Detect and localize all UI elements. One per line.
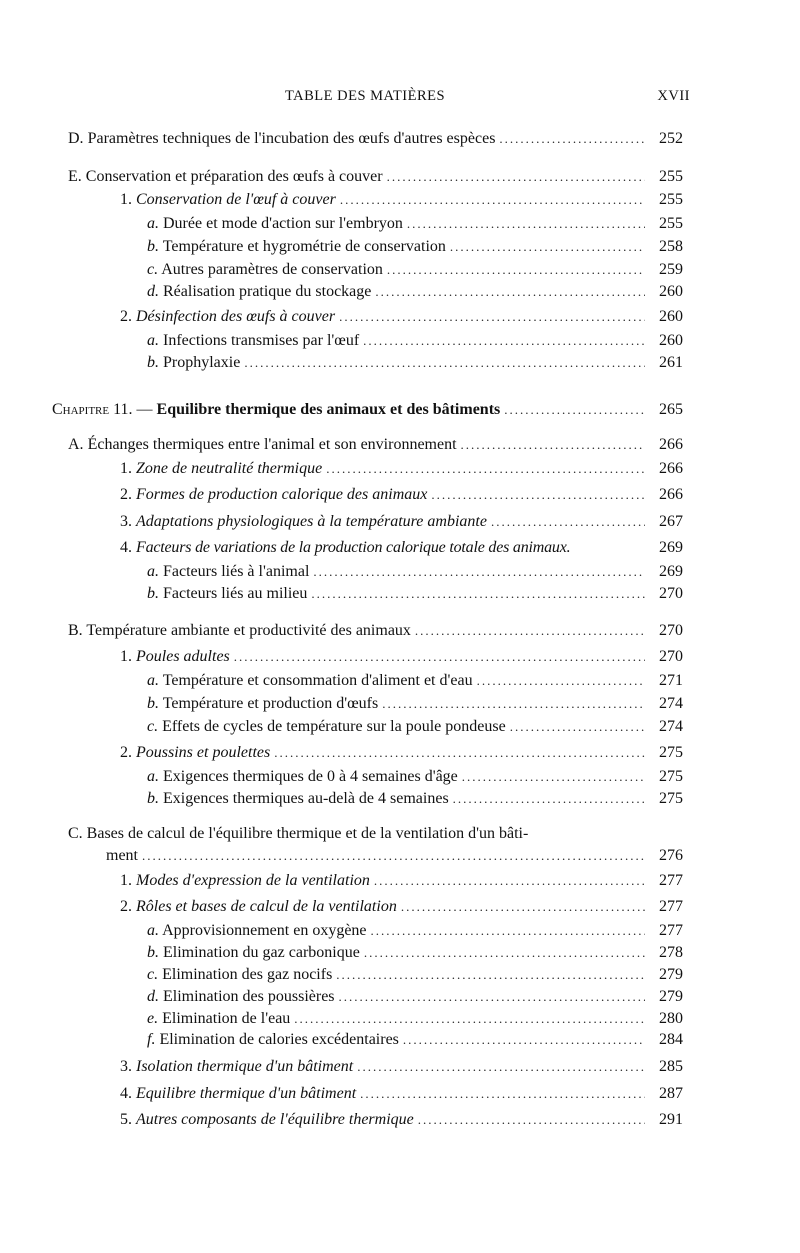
dot-leader bbox=[403, 1029, 645, 1051]
entry-page: 266 bbox=[659, 460, 683, 477]
entry-title: Température et hygrométrie de conservation bbox=[162, 238, 446, 255]
entry-number: a. bbox=[147, 332, 159, 349]
entry-title: Equilibre thermique d'un bâtiment bbox=[136, 1085, 357, 1102]
entry-number: E. bbox=[68, 168, 82, 185]
entry-number: D. bbox=[68, 130, 84, 147]
entry-title: Facteurs de variations de la production calorique totale des animaux. bbox=[136, 539, 571, 556]
toc-entry bbox=[147, 986, 683, 1008]
entry-number: 2. bbox=[120, 744, 132, 761]
entry-title: Elimination des poussières bbox=[163, 988, 335, 1005]
toc-entry bbox=[147, 964, 683, 986]
entry-page: 291 bbox=[659, 1111, 683, 1128]
dot-leader bbox=[374, 870, 645, 892]
dot-leader bbox=[462, 766, 645, 788]
entry-title: Conservation de l'œuf à couver bbox=[136, 191, 336, 208]
dot-leader bbox=[499, 128, 645, 150]
entry-page: 266 bbox=[659, 486, 683, 503]
dot-leader bbox=[461, 434, 645, 456]
toc-entry bbox=[120, 306, 683, 328]
entry-number: 4. bbox=[120, 1085, 132, 1102]
toc-entry bbox=[147, 236, 683, 258]
toc-entry bbox=[120, 189, 683, 211]
toc-entry bbox=[120, 511, 683, 533]
entry-title: Elimination des gaz nocifs bbox=[162, 966, 333, 983]
entry-number: C. bbox=[68, 825, 83, 842]
entry-page: 255 bbox=[659, 191, 683, 208]
dot-leader bbox=[401, 896, 645, 918]
toc-entry bbox=[68, 166, 683, 188]
dot-leader bbox=[336, 964, 645, 986]
dot-leader bbox=[418, 1109, 645, 1131]
entry-page: 255 bbox=[659, 168, 683, 185]
entry-page: 260 bbox=[659, 283, 683, 300]
entry-title: Zone de neutralité thermique bbox=[136, 460, 323, 477]
entry-title: Autres paramètres de conservation bbox=[161, 261, 383, 278]
entry-number: B. bbox=[68, 622, 83, 639]
running-header bbox=[0, 88, 800, 108]
entry-page: 279 bbox=[659, 988, 683, 1005]
dot-leader bbox=[313, 561, 645, 583]
entry-number: b. bbox=[147, 695, 159, 712]
entry-page: 274 bbox=[659, 718, 683, 735]
entry-page: 269 bbox=[659, 563, 683, 580]
entry-page: 278 bbox=[659, 944, 683, 961]
entry-number: 1. bbox=[120, 872, 132, 889]
toc-entry bbox=[147, 352, 683, 374]
entry-title: Réalisation pratique du stockage bbox=[163, 283, 372, 300]
dot-leader bbox=[491, 511, 645, 533]
dot-leader bbox=[364, 942, 645, 964]
entry-number: A. bbox=[68, 436, 84, 453]
entry-number: 2. bbox=[120, 308, 132, 325]
entry-title: Prophylaxie bbox=[163, 354, 241, 371]
toc-entry bbox=[120, 896, 683, 918]
toc-entry bbox=[68, 128, 683, 150]
toc-entry bbox=[120, 870, 683, 892]
dot-leader bbox=[375, 281, 645, 303]
dot-leader bbox=[387, 166, 645, 188]
entry-number: c. bbox=[147, 718, 159, 735]
toc-entry bbox=[147, 716, 683, 738]
entry-page: 259 bbox=[659, 261, 683, 278]
entry-page: 260 bbox=[659, 308, 683, 325]
dot-leader bbox=[357, 1056, 645, 1078]
dot-leader bbox=[244, 352, 645, 374]
entry-page: 255 bbox=[659, 215, 683, 232]
entry-page: 267 bbox=[659, 513, 683, 530]
entry-page: 284 bbox=[659, 1031, 683, 1048]
entry-title: Échanges thermiques entre l'animal et son environnement bbox=[87, 436, 457, 453]
entry-title: Elimination de calories excédentaires bbox=[159, 1031, 399, 1048]
entry-number: e. bbox=[147, 1010, 159, 1027]
entry-number: 5. bbox=[120, 1111, 132, 1128]
entry-title: Facteurs liés au milieu bbox=[163, 585, 308, 602]
entry-number: 1. bbox=[120, 191, 132, 208]
toc-entry bbox=[147, 670, 683, 692]
header-title: TABLE DES MATIÈRES bbox=[284, 88, 446, 104]
toc-entry-first-line bbox=[68, 823, 528, 845]
toc-entry bbox=[147, 330, 683, 352]
entry-page: 275 bbox=[659, 768, 683, 785]
dot-leader bbox=[431, 484, 645, 506]
entry-number: a. bbox=[147, 215, 159, 232]
entry-number: b. bbox=[147, 354, 159, 371]
entry-number: b. bbox=[147, 585, 159, 602]
toc-entry bbox=[120, 646, 683, 668]
dot-leader bbox=[339, 306, 645, 328]
entry-title: Formes de production calorique des animaux bbox=[136, 486, 428, 503]
entry-title: Température ambiante et productivité des animaux bbox=[86, 622, 411, 639]
entry-page: 271 bbox=[659, 672, 683, 689]
toc-entry bbox=[120, 1083, 683, 1105]
dot-leader bbox=[415, 620, 645, 642]
dot-leader bbox=[510, 716, 645, 738]
entry-page: 287 bbox=[659, 1085, 683, 1102]
entry-title: Température et consommation d'aliment et d'eau bbox=[162, 672, 473, 689]
toc-entry bbox=[120, 484, 683, 506]
entry-title: Température et production d'œufs bbox=[162, 695, 379, 712]
toc-entry bbox=[147, 1029, 683, 1051]
entry-title: Modes d'expression de la ventilation bbox=[136, 872, 370, 889]
entry-title: Elimination du gaz carbonique bbox=[163, 944, 360, 961]
entry-title: Rôles et bases de calcul de la ventilation bbox=[136, 898, 397, 915]
entry-title: Autres composants de l'équilibre thermique bbox=[136, 1111, 414, 1128]
entry-page: 277 bbox=[659, 898, 683, 915]
entry-page: 285 bbox=[659, 1058, 683, 1075]
dot-leader bbox=[340, 189, 645, 211]
entry-title: Exigences thermiques au-delà de 4 semaines bbox=[163, 790, 449, 807]
entry-page: 261 bbox=[659, 354, 683, 371]
toc-entry bbox=[106, 845, 683, 867]
entry-page: 266 bbox=[659, 436, 683, 453]
entry-number: 1. bbox=[120, 460, 132, 477]
dot-leader bbox=[234, 646, 645, 668]
toc-entry bbox=[147, 583, 683, 605]
toc-entry bbox=[147, 920, 683, 942]
dot-leader bbox=[294, 1008, 645, 1030]
entry-number: 3. bbox=[120, 1058, 132, 1075]
entry-page: 277 bbox=[659, 922, 683, 939]
toc-entry bbox=[120, 742, 683, 764]
toc-entry bbox=[120, 1109, 683, 1131]
entry-title: Conservation et préparation des œufs à couver bbox=[85, 168, 383, 185]
dot-leader bbox=[360, 1083, 645, 1105]
entry-page: 276 bbox=[659, 847, 683, 864]
entry-number: a. bbox=[147, 672, 159, 689]
entry-title: Bases de calcul de l'équilibre thermique et de la ventilation d'un bâti- bbox=[86, 825, 529, 842]
entry-page: 275 bbox=[659, 744, 683, 761]
dot-leader bbox=[407, 213, 645, 235]
entry-number: f. bbox=[147, 1031, 156, 1048]
toc-entry bbox=[147, 693, 683, 715]
entry-page: 270 bbox=[659, 648, 683, 665]
dot-leader bbox=[326, 458, 645, 480]
chapter-number: Chapitre 11. — bbox=[52, 401, 153, 418]
entry-title: Effets de cycles de température sur la poule pondeuse bbox=[162, 718, 506, 735]
toc-entry bbox=[147, 561, 683, 583]
entry-page: 269 bbox=[659, 539, 683, 556]
toc-entry bbox=[120, 458, 683, 480]
entry-page: 275 bbox=[659, 790, 683, 807]
entry-page: 279 bbox=[659, 966, 683, 983]
entry-number: a. bbox=[147, 563, 159, 580]
toc-entry bbox=[120, 537, 683, 559]
toc-entry bbox=[120, 1056, 683, 1078]
entry-number: c. bbox=[147, 261, 159, 278]
dot-leader bbox=[339, 986, 645, 1008]
entry-page: 260 bbox=[659, 332, 683, 349]
entry-page: 277 bbox=[659, 872, 683, 889]
entry-title: Durée et mode d'action sur l'embryon bbox=[163, 215, 403, 232]
entry-number: 1. bbox=[120, 648, 132, 665]
dot-leader bbox=[363, 330, 645, 352]
entry-number: b. bbox=[147, 238, 159, 255]
entry-number: b. bbox=[147, 944, 159, 961]
dot-leader bbox=[311, 583, 645, 605]
entry-title: Approvisionnement en oxygène bbox=[162, 922, 367, 939]
entry-page: 270 bbox=[659, 585, 683, 602]
entry-number: 2. bbox=[120, 486, 132, 503]
entry-number: d. bbox=[147, 988, 159, 1005]
entry-title: Isolation thermique d'un bâtiment bbox=[136, 1058, 354, 1075]
toc-entry bbox=[147, 942, 683, 964]
toc-entry bbox=[147, 259, 683, 281]
chapter-title: Equilibre thermique des animaux et des bâtiments bbox=[156, 401, 501, 418]
chapter-entry bbox=[52, 399, 683, 421]
entry-title: Paramètres techniques de l'incubation des œufs d'autres espèces bbox=[87, 130, 496, 147]
entry-page: 258 bbox=[659, 238, 683, 255]
entry-page: 265 bbox=[659, 401, 683, 418]
toc-entry bbox=[68, 620, 683, 642]
entry-page: 270 bbox=[659, 622, 683, 639]
entry-number: 2. bbox=[120, 898, 132, 915]
entry-number: 4. bbox=[120, 539, 132, 556]
entry-number: a. bbox=[147, 768, 159, 785]
entry-title-continued: ment bbox=[106, 847, 138, 864]
entry-title: Facteurs liés à l'animal bbox=[163, 563, 310, 580]
dot-leader bbox=[450, 236, 645, 258]
entry-number: b. bbox=[147, 790, 159, 807]
dot-leader bbox=[371, 920, 645, 942]
toc-entry bbox=[68, 434, 683, 456]
entry-page: 274 bbox=[659, 695, 683, 712]
toc-entry bbox=[147, 766, 683, 788]
entry-number: c. bbox=[147, 966, 159, 983]
dot-leader bbox=[477, 670, 645, 692]
toc-entry bbox=[147, 1008, 683, 1030]
entry-number: d. bbox=[147, 283, 159, 300]
toc-entry bbox=[147, 788, 683, 810]
dot-leader bbox=[142, 845, 645, 867]
entry-title: Exigences thermiques de 0 à 4 semaines d'âge bbox=[163, 768, 458, 785]
toc-entry bbox=[147, 213, 683, 235]
entry-title: Adaptations physiologiques à la température ambiante bbox=[136, 513, 487, 530]
dot-leader bbox=[382, 693, 645, 715]
entry-title: Infections transmises par l'œuf bbox=[163, 332, 360, 349]
entry-title: Désinfection des œufs à couver bbox=[136, 308, 336, 325]
entry-number: 3. bbox=[120, 513, 132, 530]
entry-number: a. bbox=[147, 922, 159, 939]
dot-leader bbox=[504, 399, 645, 421]
entry-title: Poules adultes bbox=[136, 648, 230, 665]
entry-title: Poussins et poulettes bbox=[136, 744, 271, 761]
entry-page: 280 bbox=[659, 1010, 683, 1027]
header-page-number: XVII bbox=[657, 88, 690, 104]
entry-page: 252 bbox=[659, 130, 683, 147]
dot-leader bbox=[387, 259, 645, 281]
dot-leader bbox=[453, 788, 645, 810]
entry-title: Elimination de l'eau bbox=[162, 1010, 291, 1027]
toc-entry bbox=[147, 281, 683, 303]
dot-leader bbox=[274, 742, 645, 764]
